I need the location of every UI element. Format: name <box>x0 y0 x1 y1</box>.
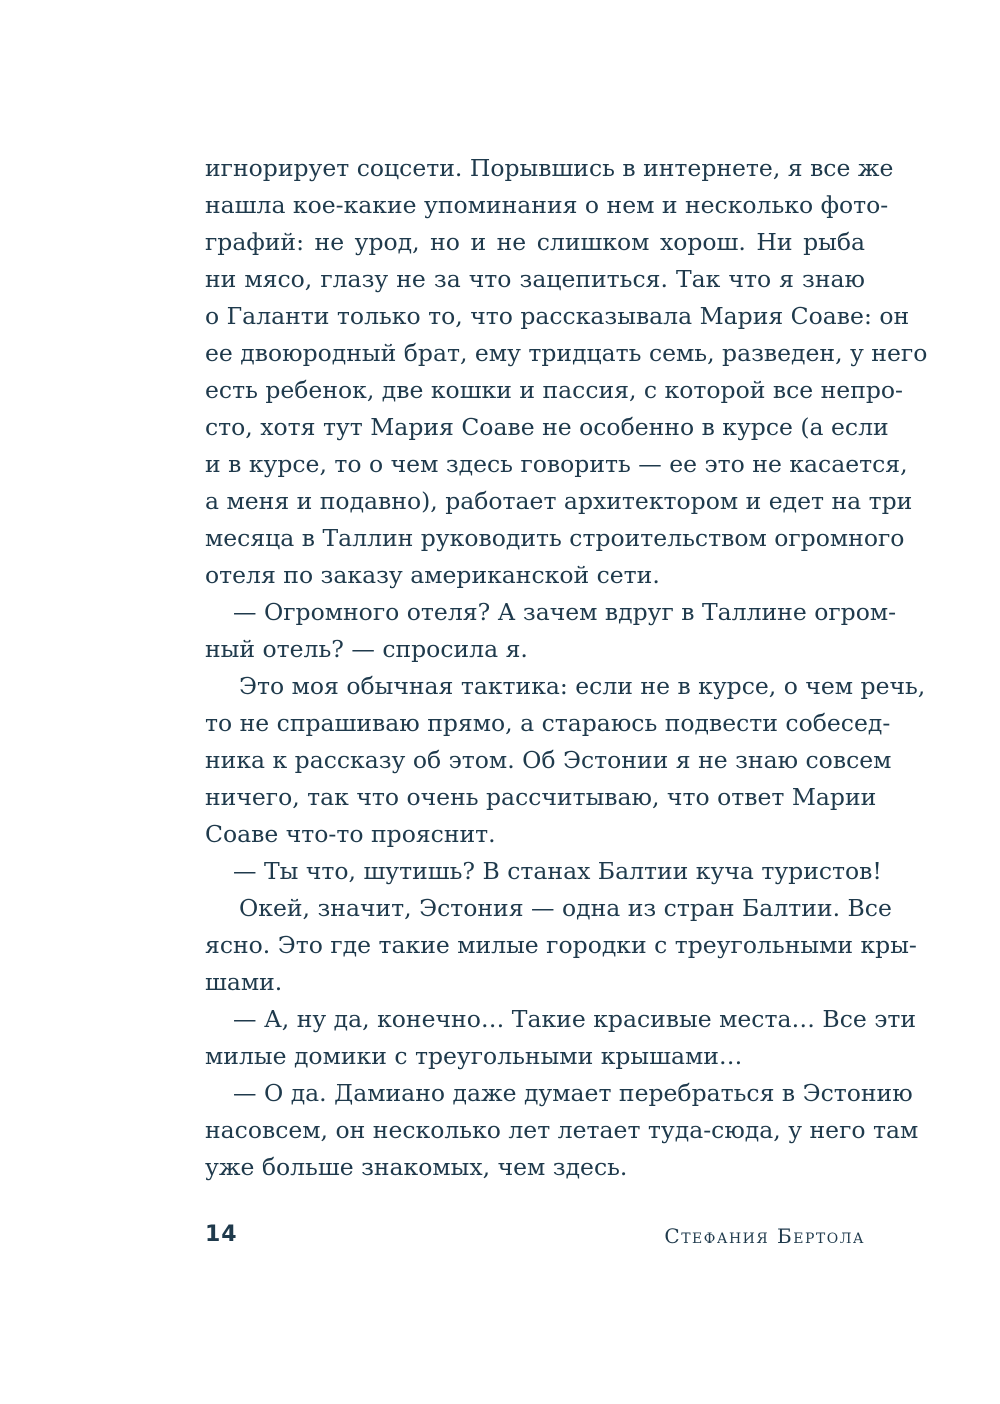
text-line: ника к рассказу об этом. Об Эстонии я не знаю совсем <box>205 746 892 774</box>
paragraph-start: Это моя обычная тактика: если не в курсе, о чем речь, <box>239 672 926 700</box>
dialogue-line: — Огромного отеля? А зачем вдруг в Таллине огром- <box>233 598 897 626</box>
text-line: а меня и подавно), работает архитектором и едет на три <box>205 487 913 515</box>
text-line: уже больше знакомых, чем здесь. <box>205 1153 628 1181</box>
text-line: ее двоюродный брат, ему тридцать семь, разведен, у него <box>205 339 928 367</box>
body-text <box>205 150 928 1186</box>
text-line: нашла кое-какие упоминания о нем и несколько фото- <box>205 191 889 219</box>
text-line: отеля по заказу американской сети. <box>205 561 660 589</box>
page-footer <box>205 1222 865 1252</box>
text-line: игнорирует соцсети. Порывшись в интернете, я все же <box>205 154 894 182</box>
text-line: месяца в Таллин руководить строительством огромного <box>205 524 905 552</box>
text-line: о Галанти только то, что рассказывала Мария Соаве: он <box>205 302 910 330</box>
page-number: 14 <box>205 1222 238 1247</box>
running-author: Стефания Бертола <box>664 1224 865 1248</box>
text-line: графий: не урод, но и не слишком хорош. Ни рыба <box>205 228 865 256</box>
text-line: насовсем, он несколько лет летает туда-сюда, у него там <box>205 1116 919 1144</box>
dialogue-line: — А, ну да, конечно… Такие красивые места… Все эти <box>233 1005 917 1033</box>
text-line: Соаве что-то прояснит. <box>205 820 496 848</box>
text-line: сто, хотя тут Мария Соаве не особенно в курсе (а если <box>205 413 889 441</box>
text-line: ясно. Это где такие милые городки с треугольными кры- <box>205 931 917 959</box>
dialogue-line: — Ты что, шутишь? В станах Балтии куча туристов! <box>233 857 882 885</box>
text-line: ничего, так что очень рассчитываю, что ответ Марии <box>205 783 877 811</box>
text-line: ни мясо, глазу не за что зацепиться. Так что я знаю <box>205 265 865 293</box>
text-line: милые домики с треугольными крышами… <box>205 1042 743 1070</box>
text-line: ный отель? — спросила я. <box>205 635 528 663</box>
text-line: шами. <box>205 968 283 996</box>
dialogue-line: — О да. Дамиано даже думает перебраться в Эстонию <box>233 1079 913 1107</box>
text-line: и в курсе, то о чем здесь говорить — ее это не касается, <box>205 450 908 478</box>
text-line: есть ребенок, две кошки и пассия, с которой все непро- <box>205 376 903 404</box>
text-line: то не спрашиваю прямо, а стараюсь подвести собесед- <box>205 709 891 737</box>
paragraph-start: Окей, значит, Эстония — одна из стран Балтии. Все <box>239 894 892 922</box>
